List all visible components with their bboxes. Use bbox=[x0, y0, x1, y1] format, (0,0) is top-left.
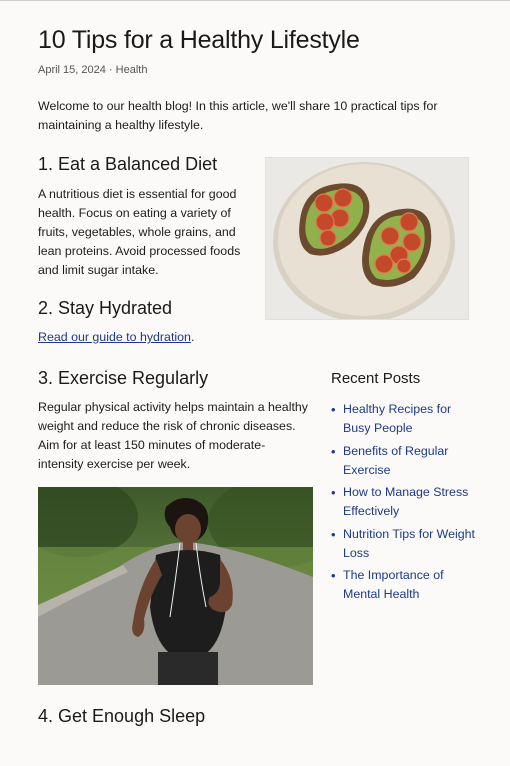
runner-image bbox=[38, 487, 313, 685]
section-heading-diet: 1. Eat a Balanced Diet bbox=[38, 154, 218, 174]
recent-post-item bbox=[331, 566, 481, 604]
post-meta: April 15, 2024 · Health bbox=[38, 64, 148, 76]
section-body-hydration bbox=[38, 330, 194, 344]
section-heading-hydration: 2. Stay Hydrated bbox=[38, 298, 173, 318]
section-body-exercise: Regular physical activity helps maintain a healthy weight and reduce the risk of chronic diseases. Aim for at least 150 minutes of moderate-intensity exercise per week. bbox=[38, 400, 308, 471]
recent-post-link[interactable]: Benefits of Regular Exercise bbox=[343, 443, 449, 477]
recent-post-item bbox=[331, 442, 481, 480]
recent-posts-list bbox=[331, 400, 481, 608]
recent-post-item bbox=[331, 525, 481, 563]
link-suffix: . bbox=[190, 330, 195, 344]
section-heading-sleep: 4. Get Enough Sleep bbox=[38, 706, 206, 726]
intro-paragraph: Welcome to our health blog! In this article, we'll share 10 practical tips for maintaining a healthy lifestyle. bbox=[38, 99, 438, 132]
recent-post-item bbox=[331, 400, 481, 438]
avocado-toast-image bbox=[265, 157, 469, 320]
recent-post-item bbox=[331, 483, 481, 521]
page-title: 10 Tips for a Healthy Lifestyle bbox=[38, 26, 360, 54]
top-divider bbox=[0, 0, 510, 1]
recent-post-link[interactable]: The Importance of Mental Health bbox=[343, 568, 444, 601]
recent-posts-title: Recent Posts bbox=[331, 370, 421, 387]
section-heading-exercise: 3. Exercise Regularly bbox=[38, 368, 209, 388]
hydration-guide-link[interactable]: Read our guide to hydration bbox=[38, 330, 191, 344]
recent-post-link[interactable]: Nutrition Tips for Weight Loss bbox=[343, 526, 475, 560]
section-body-diet: A nutritious diet is essential for good health. Focus on eating a variety of fruits, vegetables, whole grains, and lean proteins. Avoid processed foods and limit sugar intake. bbox=[38, 187, 241, 277]
recent-post-link[interactable]: How to Manage Stress Effectively bbox=[343, 485, 469, 518]
recent-post-link[interactable]: Healthy Recipes for Busy People bbox=[343, 402, 452, 435]
